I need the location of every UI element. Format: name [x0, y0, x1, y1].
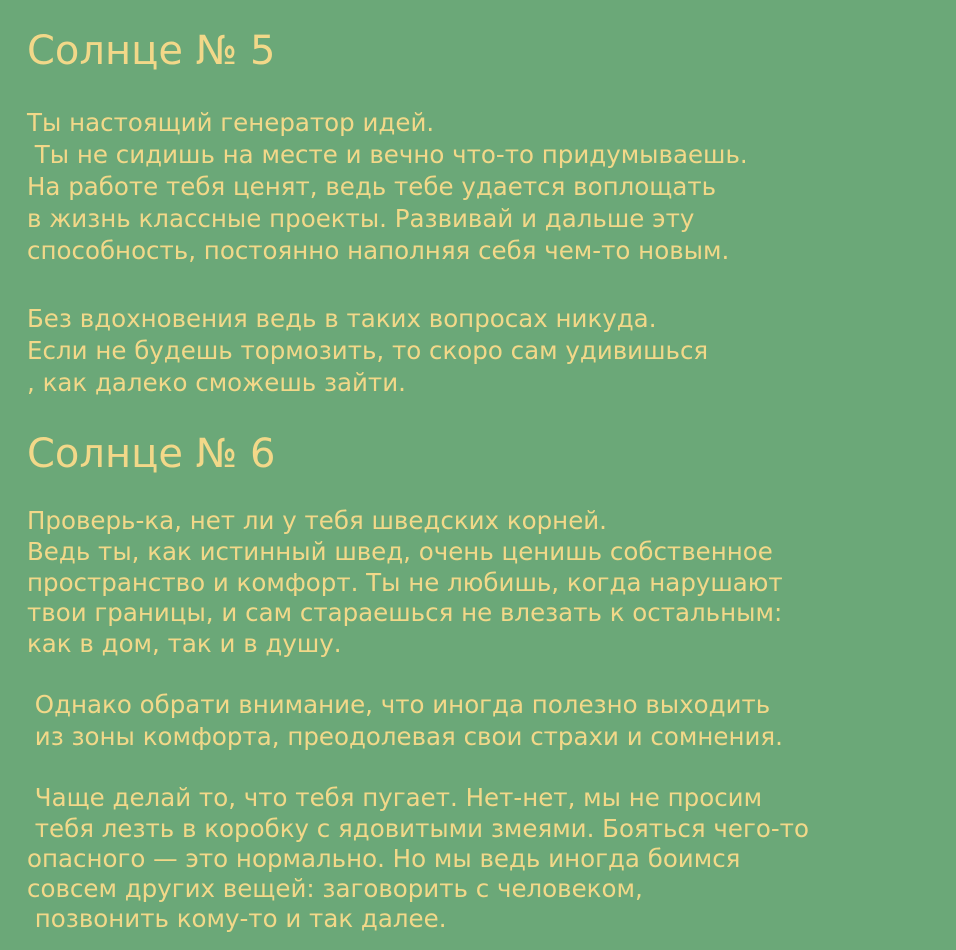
paragraph-line: Чаще делай то, что тебя пугает. Нет-нет, мы не просим: [27, 783, 763, 812]
paragraph-line: Ведь ты, как истинный швед, очень ценишь собственное: [27, 537, 773, 566]
paragraph-line: Без вдохновения ведь в таких вопросах никуда.: [27, 304, 657, 333]
paragraph-line: тебя лезть в коробку с ядовитыми змеями. Бояться чего-то: [27, 814, 809, 843]
paragraph-line: как в дом, так и в душу.: [27, 629, 342, 658]
paragraph-line: способность, постоянно наполняя себя чем-то новым.: [27, 236, 730, 265]
section-title-sun-6: Солнце № 6: [27, 431, 276, 477]
paragraph-line: Проверь-ка, нет ли у тебя шведских корней.: [27, 506, 607, 535]
paragraph-line: Если не будешь тормозить, то скоро сам удивишься: [27, 336, 709, 365]
paragraph-line: из зоны комфорта, преодолевая свои страхи и сомнения.: [27, 722, 783, 751]
paragraph-line: На работе тебя ценят, ведь тебе удается воплощать: [27, 172, 717, 201]
paragraph-line: опасного — это нормально. Но мы ведь иногда боимся: [27, 844, 741, 873]
paragraph-line: пространство и комфорт. Ты не любишь, когда нарушают: [27, 568, 783, 597]
paragraph-line: , как далеко сможешь зайти.: [27, 368, 406, 397]
paragraph-line: Ты настоящий генератор идей.: [27, 108, 435, 137]
paragraph-line: совсем других вещей: заговорить с человеком,: [27, 874, 643, 903]
paragraph-line: в жизнь классные проекты. Развивай и дальше эту: [27, 204, 695, 233]
paragraph-line: твои границы, и сам стараешься не влезать к остальным:: [27, 598, 783, 627]
paragraph-line: Ты не сидишь на месте и вечно что-то придумываешь.: [27, 140, 748, 169]
section-title-sun-5: Солнце № 5: [27, 28, 276, 74]
paragraph-line: позвонить кому-то и так далее.: [27, 904, 447, 933]
paragraph-line: Однако обрати внимание, что иногда полезно выходить: [27, 690, 771, 719]
